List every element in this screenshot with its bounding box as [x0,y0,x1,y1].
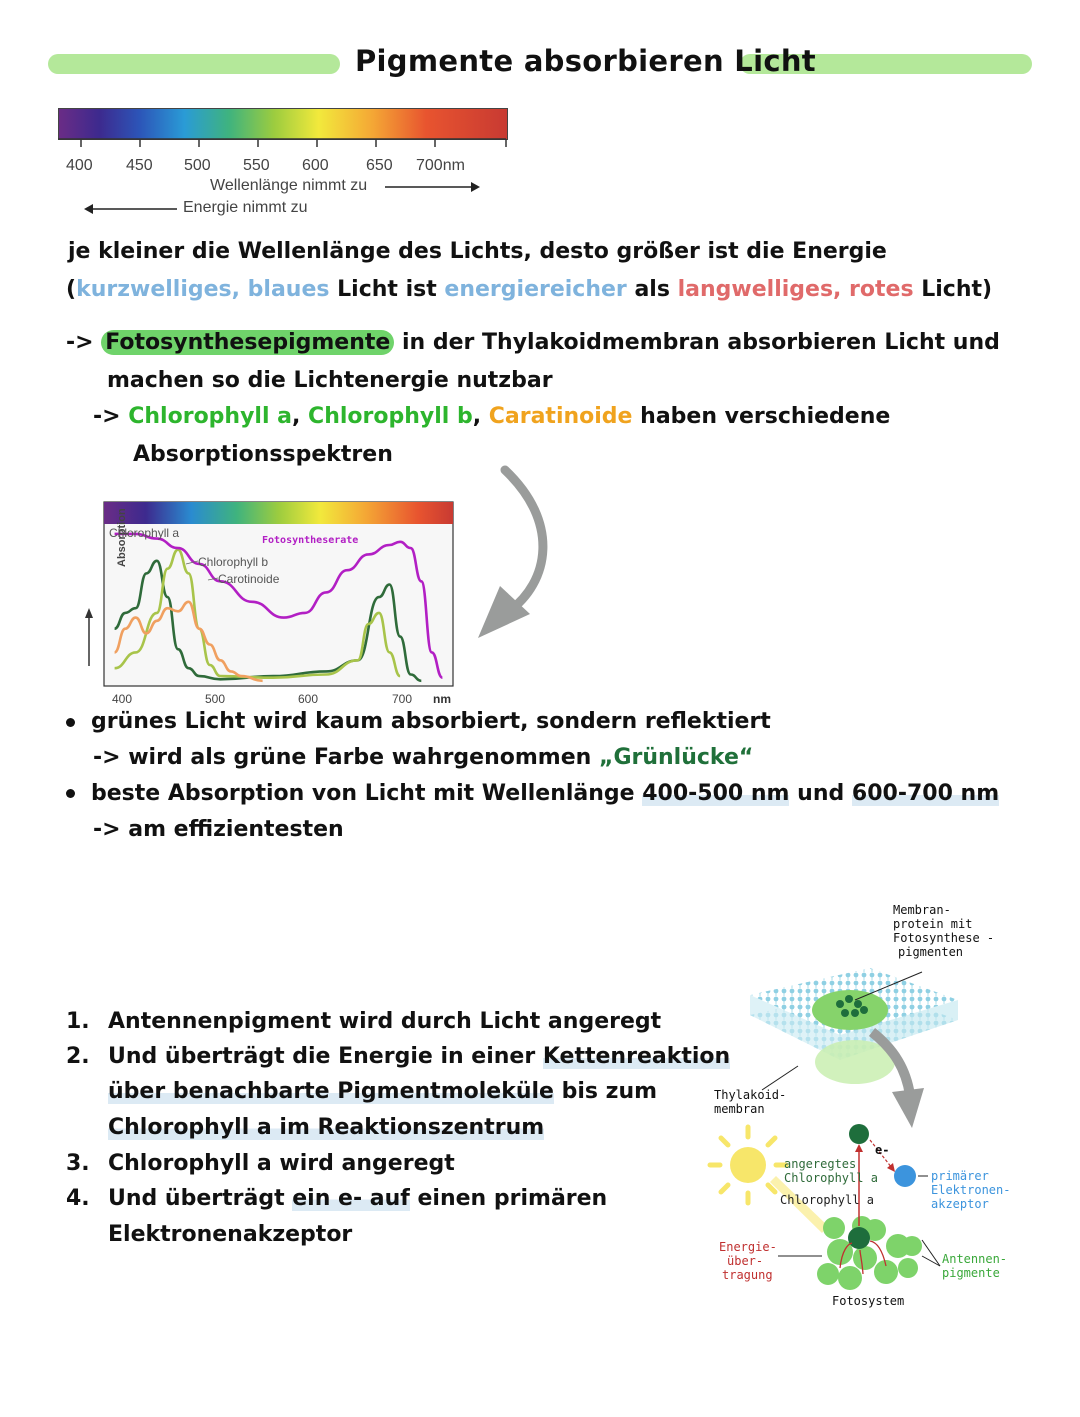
thylakoid-label-1: Thylakoid- [714,1088,787,1102]
chart-spectrum-strip [104,502,453,524]
x-unit: nm [433,692,451,706]
wavelength-arrow-icon [385,180,481,194]
step-2-line-2 [108,1077,657,1107]
thylakoid-label-2: membran [714,1102,765,1116]
excited-label-1: angeregtes [784,1157,857,1171]
legend-rate: Fotosyntheserate [262,535,359,546]
step-4-text-a: Und überträgt [108,1186,285,1211]
acceptor-label-2: Elektronen- [931,1183,1011,1197]
absorption-chart [80,498,480,708]
step-4-text-c: einen primären [417,1186,608,1211]
membrane-protein-label-1: Membran- [893,903,951,917]
spectrum-tick-650: 650 [366,157,393,174]
spectrum-tick-450: 450 [126,157,153,174]
step-1-text: Antennenpigment wird durch Licht angeregt [108,1009,662,1034]
energy-example-line [66,275,992,305]
sun-icon [710,1127,786,1203]
step-3-text: Chlorophyll a wird angeregt [108,1151,455,1176]
excited-chlorophyll-icon [849,1124,869,1144]
antenna-pigments-icon [817,1216,922,1290]
energy-transfer-label-1: Energie- [719,1240,777,1254]
spectrum-tick-700: 700nm [416,157,465,174]
energy-rich-text: energiereicher [444,277,627,302]
pigment-types-rest: haben verschiedene [640,404,891,429]
x-tick-600: 600 [298,692,319,706]
short-wave-text: kurzwelliges, blaues [76,277,330,302]
fotosynthesepigmente-highlight: Fotosynthesepigmente [101,330,394,355]
reaction-center-highlight: Chlorophyll a im Reaktionszentrum [108,1115,545,1140]
arrow-1: -> [66,330,94,355]
electron-highlight: ein e- auf [292,1186,410,1211]
reaction-center-chlorophyll-icon [848,1227,870,1249]
spectrum-axis [50,138,520,158]
step-4-line-2: Elektronenakzeptor [108,1222,353,1247]
page-title: Pigmente absorbieren Licht [355,44,816,78]
y-axis-label: Absorption [116,508,128,567]
antenna-label-1: Antennen- [942,1252,1008,1266]
primary-acceptor-icon [894,1165,916,1187]
step-2-line-3 [108,1113,544,1143]
membrane-protein-label-4: pigmenten [898,945,964,959]
energy-transfer-label-2: über- [727,1254,764,1268]
chlorophyll-b-text: Chlorophyll b [308,404,473,429]
step-4-line-1 [108,1184,607,1214]
chlorophyll-a-label: Chlorophyll a [780,1193,874,1207]
membrane-protein-label-3: Fotosynthese - [893,931,995,945]
curved-arrow-icon [470,462,570,642]
pigments-rest: in der Thylakoidmembran absorbieren Licht und [402,330,1000,355]
light-close-text: Licht) [921,277,993,302]
bullet-dot-1 [66,718,75,727]
spectrum-tick-550: 550 [243,157,270,174]
step-2-text-d: bis zum [561,1079,658,1104]
pigment-types-line [93,402,890,432]
range-2-highlight: 600-700 nm [851,781,1000,806]
spectrum-tick-400: 400 [66,157,93,174]
x-tick-700: 700 [392,692,413,706]
legend-chl-b: Chlorophyll b [198,555,269,569]
antenna-label-2: pigmente [942,1266,1000,1280]
excited-label-2: Chlorophyll a [784,1171,878,1185]
neighbor-pigments-highlight: über benachbarte Pigmentmoleküle [108,1079,554,1104]
spectrum-tick-600: 600 [302,157,329,174]
step-2-number: 2. [66,1044,90,1069]
gruenluecke-text: „Grünlücke“ [598,745,754,770]
acceptor-label-1: primärer [931,1169,989,1183]
light-is-text: Licht ist [337,277,437,302]
electron-label: e- [875,1143,890,1157]
spectrum-gradient-bar [58,108,508,140]
arrow-2: -> [93,404,121,429]
step-3-number: 3. [66,1151,90,1176]
comma-2: , [472,404,482,429]
absorption-spectra-text: Absorptionsspektren [133,442,393,467]
long-wave-text: langwelliges, rotes [677,277,914,302]
energy-sentence: je kleiner die Wellenlänge des Lichts, desto größer ist die Energie [68,239,887,264]
legend-chl-a: Chlorophyll a [109,526,180,540]
carotinoide-text: Caratinoide [488,404,633,429]
bullet-1-sub [93,743,753,773]
energy-label: Energie nimmt zu [183,199,308,216]
chain-reaction-highlight: Kettenreaktion [542,1044,731,1069]
acceptor-label-3: akzeptor [931,1197,989,1211]
x-tick-500: 500 [205,692,226,706]
pigments-line-2: machen so die Lichtenergie nutzbar [107,368,553,393]
bullet-dot-2 [66,789,75,798]
bullet-2-sub: -> am effizientesten [93,817,344,842]
step-2-text-a: Und überträgt die Energie in einer [108,1044,536,1069]
step-4-number: 4. [66,1186,90,1211]
paren-open: ( [66,277,77,302]
range-1-highlight: 400-500 nm [642,781,790,806]
bullet-1-sub-text: -> wird als grüne Farbe wahrgenommen [93,745,592,770]
than-text: als [634,277,670,302]
pigments-line [66,328,1000,358]
comma-1: , [292,404,301,429]
and-text: und [797,781,845,806]
energy-transfer-label-3: tragung [722,1268,773,1282]
energy-arrow-icon [83,202,179,216]
legend-carot: Carotinoide [218,572,280,586]
wavelength-label: Wellenlänge nimmt zu [210,177,368,194]
x-tick-400: 400 [112,692,133,706]
membrane-protein-label-2: protein mit [893,917,973,931]
spectrum-tick-500: 500 [184,157,211,174]
bullet-2-main: beste Absorption von Licht mit Wellenlänge [91,781,635,806]
bullet-1-text: grünes Licht wird kaum absorbiert, sondern reflektiert [91,709,771,734]
header-highlight-left [48,54,340,74]
chlorophyll-a-text: Chlorophyll a [128,404,293,429]
bullet-2-text [91,779,999,809]
step-2-line-1 [108,1042,730,1072]
step-1-number: 1. [66,1009,90,1034]
fotosystem-label: Fotosystem [832,1294,905,1308]
